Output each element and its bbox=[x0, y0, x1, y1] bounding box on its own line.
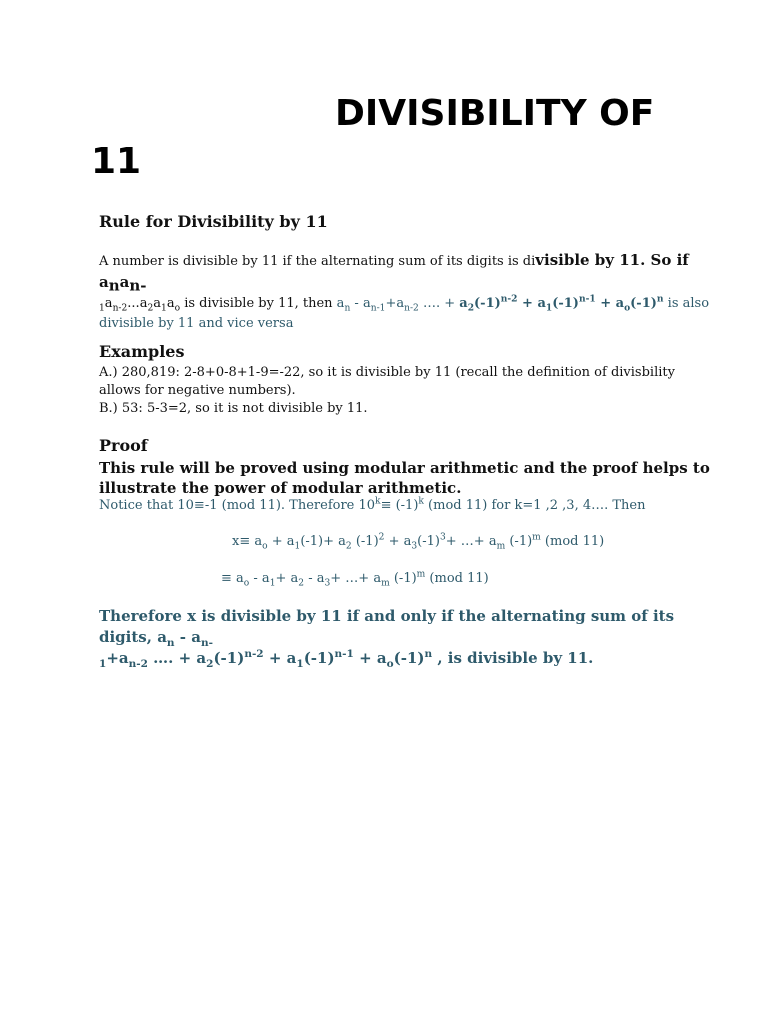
rule-text-b: visible by 11. So if a bbox=[99, 251, 689, 291]
example-b: B.) 53: 5-3=2, so it is not divisible by 11. bbox=[99, 401, 368, 416]
examples-list bbox=[99, 364, 719, 418]
rule-paragraph: A number is divisible by 11 if the alternating sum of its digits is divisible by 11. So if $a_na_{n-}$ $_1a_{n-2}...a_2a_1a_o$ is divisible by 11, then $a_n - a_{n-1}+a_{n-2}$ …. + $a_2(-1)^{n-2} + a_1(-1)^{n-1} + a_o(-1)^n$ is also divisible by 11 and vice versa bbox=[99, 251, 710, 331]
proof-intro: This rule will be proved using modular arithmetic and the proof helps to illustrate the power of modular arithmetic. bbox=[99, 459, 710, 497]
page-title-line1: DIVISIBILITY OF bbox=[335, 93, 655, 134]
proof-notice: Notice that 10≡-1 (mod 11). Therefore $10^k\equiv (-1)^k$ (mod 11) for k=1 ,2 ,3, 4…. Then bbox=[99, 496, 646, 513]
example-a: A.) 280,819: 2-8+0-8+1-9=-22, so it is divisible by 11 (recall the definition of divisbility allows for negative numbers). bbox=[99, 365, 675, 398]
page-title-line2: 11 bbox=[91, 141, 142, 182]
equation-expansion: $x\equiv a_o + a_1(-1)+ a_2$ $(-1)^2 + a_3(-1)^3+$ …+ $a_m$ $(-1)^m$ (mod 11) bbox=[232, 532, 605, 552]
rule-tail: is also divisible by 11 and vice versa bbox=[99, 296, 710, 331]
proof-heading: Proof bbox=[99, 436, 148, 455]
rule-heading: Rule for Divisibility by 11 bbox=[99, 212, 328, 231]
examples-heading: Examples bbox=[99, 342, 185, 361]
rule-text-a: A number is divisible by 11 if the alternating sum of its digits is di bbox=[99, 254, 536, 269]
equation-alternating: ≡ $a_o - a_1+ a_2 - a_3+$ …+ $a_m$ $(-1)^m$ (mod 11) bbox=[221, 569, 489, 589]
proof-conclusion: Therefore x is divisible by 11 if and only if the alternating sum of its digits, $a_n - a_{n-}$ $_1+a_{n-2}$ …. + $a_2(-1)^{n-2} + a_1(-1)^{n-1} + a_o(-1)^n$ , is divisible by 11. bbox=[99, 607, 675, 670]
